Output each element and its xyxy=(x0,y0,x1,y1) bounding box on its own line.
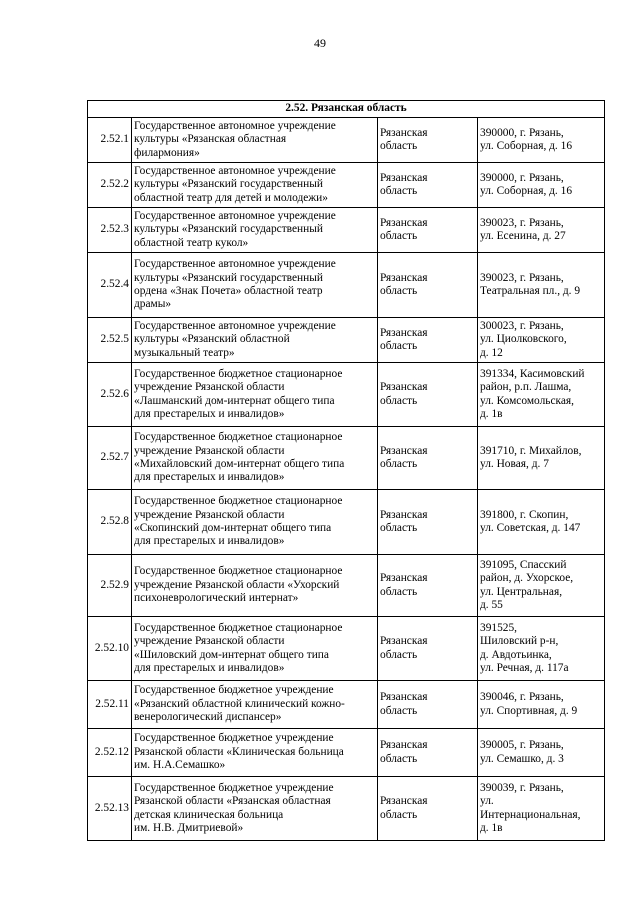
institution-name-line: Государственное автономное учреждение xyxy=(134,119,336,132)
institution-name xyxy=(132,490,378,555)
institution-name-line: венерологический диспансер» xyxy=(134,711,282,724)
address-line: ул. Центральная, xyxy=(480,585,563,598)
address-line: 390005, г. Рязань, xyxy=(480,739,564,752)
institution-name-line: учреждение Рязанской области xyxy=(134,635,285,648)
page-number: 49 xyxy=(314,36,326,50)
address xyxy=(478,555,605,617)
region xyxy=(378,208,478,253)
region xyxy=(378,490,478,555)
institution-name-line: культуры «Рязанский государственный xyxy=(134,178,323,191)
region-line: область xyxy=(380,230,418,242)
table-row xyxy=(88,363,605,427)
section-header-row xyxy=(88,101,605,118)
institution-name-line: Рязанской области «Клиническая больница xyxy=(134,745,344,758)
address xyxy=(478,208,605,253)
address xyxy=(478,163,605,208)
region xyxy=(378,777,478,841)
address-line: ул. Семашко, д. 3 xyxy=(480,752,564,765)
institution-name xyxy=(132,777,378,841)
institution-name-line: Государственное бюджетное стационарное xyxy=(134,621,343,634)
address-line: 300023, г. Рязань, xyxy=(480,319,564,332)
table-row xyxy=(88,681,605,729)
region-line: область xyxy=(380,340,418,352)
address-line: д. 12 xyxy=(480,346,503,359)
region-line: Рязанская xyxy=(380,444,428,457)
institution-name xyxy=(132,208,378,253)
region-line: область xyxy=(380,808,418,821)
address xyxy=(478,729,605,777)
address xyxy=(478,318,605,363)
region-line: Рязанская xyxy=(380,381,428,394)
institution-name-line: «Шиловский дом-интернат общего типа xyxy=(134,648,329,661)
address-line: д. Авдотьинка, xyxy=(480,648,552,661)
address-line: ул. Новая, д. 7 xyxy=(480,458,549,470)
address-line: ул. Спортивная, д. 9 xyxy=(480,704,578,717)
region-line: Рязанская xyxy=(380,572,428,585)
table-row xyxy=(88,729,605,777)
address-line: район, д. Ухорское, xyxy=(480,572,574,585)
table-row xyxy=(88,118,605,163)
region-line: область xyxy=(380,185,418,197)
region xyxy=(378,729,478,777)
region-line: Рязанская xyxy=(380,739,428,752)
region xyxy=(378,163,478,208)
table-row xyxy=(88,427,605,490)
address xyxy=(478,253,605,318)
address xyxy=(478,777,605,841)
region xyxy=(378,253,478,318)
row-number: 2.52.4 xyxy=(88,253,132,318)
institution-name-line: для престарелых и инвалидов» xyxy=(134,471,285,484)
address-line: д. 1в xyxy=(480,407,503,420)
address xyxy=(478,681,605,729)
institution-name-line: Государственное автономное учреждение xyxy=(134,209,336,222)
region xyxy=(378,427,478,490)
region-line: область xyxy=(380,140,418,152)
institution-name xyxy=(132,253,378,318)
institution-name xyxy=(132,555,378,617)
region-line: область xyxy=(380,585,418,598)
institution-name-line: культуры «Рязанский областной xyxy=(134,333,290,346)
address-line: ул. Советская, д. 147 xyxy=(480,522,581,534)
address-line: д. 1в xyxy=(480,821,503,834)
institution-name-line: им. Н.А.Семашко» xyxy=(134,759,226,772)
institution-name-line: филармония» xyxy=(134,146,200,159)
institution-name-line: Государственное бюджетное стационарное xyxy=(134,367,343,380)
address-line: 391525, xyxy=(480,621,518,634)
address-line: 390000, г. Рязань, xyxy=(480,171,564,184)
institution-name-line: областной театр для детей и молодежи» xyxy=(134,191,328,204)
institution-name xyxy=(132,118,378,163)
address-line: 390023, г. Рязань, xyxy=(480,271,564,284)
table-row xyxy=(88,163,605,208)
row-number: 2.52.11 xyxy=(88,681,132,729)
row-number: 2.52.13 xyxy=(88,777,132,841)
row-number: 2.52.9 xyxy=(88,555,132,617)
address-line: район, р.п. Лашма, xyxy=(480,381,572,394)
address xyxy=(478,427,605,490)
region xyxy=(378,555,478,617)
address xyxy=(478,490,605,555)
institution-name-line: учреждение Рязанской области xyxy=(134,444,285,457)
institution-name-line: Государственное автономное учреждение xyxy=(134,258,336,271)
row-number: 2.52.2 xyxy=(88,163,132,208)
address xyxy=(478,363,605,427)
table-row xyxy=(88,490,605,555)
row-number: 2.52.12 xyxy=(88,729,132,777)
region-line: область xyxy=(380,522,418,534)
address-line: 391710, г. Михайлов, xyxy=(480,444,582,457)
institution-name-line: Государственное бюджетное стационарное xyxy=(134,431,343,444)
address xyxy=(478,118,605,163)
institution-name-line: Государственное бюджетное учреждение xyxy=(134,781,334,794)
region xyxy=(378,318,478,363)
row-number: 2.52.1 xyxy=(88,118,132,163)
region-line: Рязанская xyxy=(380,171,428,184)
institution-name-line: учреждение Рязанской области xyxy=(134,508,285,521)
institution-name-line: культуры «Рязанский государственный xyxy=(134,271,323,284)
address xyxy=(478,617,605,681)
institution-name-line: для престарелых и инвалидов» xyxy=(134,407,285,420)
institution-name xyxy=(132,681,378,729)
institution-name-line: учреждение Рязанской области xyxy=(134,381,285,394)
address-line: 390023, г. Рязань, xyxy=(480,216,564,229)
address-line: 390046, г. Рязань, xyxy=(480,691,564,704)
address-line: 390000, г. Рязань, xyxy=(480,126,564,139)
address-line: Театральная пл., д. 9 xyxy=(480,285,581,297)
institution-name-line: «Рязанский областной клинический кожно- xyxy=(134,697,345,710)
region xyxy=(378,363,478,427)
region-line: Рязанская xyxy=(380,508,428,521)
institution-name xyxy=(132,427,378,490)
region-line: область xyxy=(380,752,418,765)
institution-name-line: Государственное автономное учреждение xyxy=(134,164,336,177)
region-line: Рязанская xyxy=(380,126,428,139)
region-line: Рязанская xyxy=(380,635,428,648)
institution-name-line: психоневрологический интернат» xyxy=(134,592,299,605)
table-row xyxy=(88,777,605,841)
region-line: Рязанская xyxy=(380,216,428,229)
address-line: 391800, г. Скопин, xyxy=(480,508,569,521)
address-line: 391334, Касимовский xyxy=(480,367,585,380)
institution-name-line: Государственное бюджетное стационарное xyxy=(134,565,343,578)
row-number: 2.52.3 xyxy=(88,208,132,253)
address-line: ул. Речная, д. 117а xyxy=(480,661,569,674)
institution-name xyxy=(132,617,378,681)
section-title: 2.52. Рязанская область xyxy=(88,101,605,118)
institution-name-line: для престарелых и инвалидов» xyxy=(134,535,285,548)
table-row xyxy=(88,617,605,681)
address-line: ул. Комсомольская, xyxy=(480,394,575,407)
institution-name-line: Государственное бюджетное учреждение xyxy=(134,684,334,697)
table-row xyxy=(88,208,605,253)
institution-name-line: «Скопинский дом-интернат общего типа xyxy=(134,522,332,534)
institution-name-line: музыкальный театр» xyxy=(134,346,235,359)
institution-name-line: Государственное бюджетное стационарное xyxy=(134,495,343,508)
address-line: ул. Соборная, д. 16 xyxy=(480,185,573,197)
institution-name-line: Государственное бюджетное учреждение xyxy=(134,732,334,745)
institution-name-line: «Лашманский дом-интернат общего типа xyxy=(134,394,335,407)
institution-name-line: ордена «Знак Почета» областной театр xyxy=(134,285,323,297)
institution-name-line: культуры «Рязанская областная xyxy=(134,133,287,146)
row-number: 2.52.6 xyxy=(88,363,132,427)
address-line: ул. xyxy=(480,795,494,808)
region xyxy=(378,118,478,163)
region-line: область xyxy=(380,648,418,661)
region xyxy=(378,617,478,681)
row-number: 2.52.7 xyxy=(88,427,132,490)
institution-name-line: культуры «Рязанский государственный xyxy=(134,223,323,236)
address-line: Шиловский р-н, xyxy=(480,635,559,648)
institution-name-line: детская клиническая больница xyxy=(134,808,284,821)
address-line: Интернациональная, xyxy=(480,808,581,821)
institution-name xyxy=(132,363,378,427)
address-line: 390039, г. Рязань, xyxy=(480,781,564,794)
address-line: ул. Есенина, д. 27 xyxy=(480,230,566,242)
row-number: 2.52.5 xyxy=(88,318,132,363)
region-line: область xyxy=(380,285,418,297)
institution-name-line: им. Н.В. Дмитриевой» xyxy=(134,821,244,834)
address-line: ул. Циолковского, xyxy=(480,333,567,346)
row-number: 2.52.8 xyxy=(88,490,132,555)
address-line: 391095, Спасский xyxy=(480,558,567,571)
region-line: Рязанская xyxy=(380,271,428,284)
institution-name xyxy=(132,318,378,363)
table-row xyxy=(88,555,605,617)
table-row xyxy=(88,318,605,363)
region-line: область xyxy=(380,458,418,470)
region-line: область xyxy=(380,704,418,717)
region-line: Рязанская xyxy=(380,795,428,808)
institution-name-line: Рязанской области «Рязанская областная xyxy=(134,795,331,808)
institution-name-line: «Михайловский дом-интернат общего типа xyxy=(134,458,345,470)
region-line: Рязанская xyxy=(380,326,428,339)
address-line: ул. Соборная, д. 16 xyxy=(480,140,573,152)
institution-name-line: для престарелых и инвалидов» xyxy=(134,661,285,674)
row-number: 2.52.10 xyxy=(88,617,132,681)
address-line: д. 55 xyxy=(480,598,503,611)
region-line: Рязанская xyxy=(380,691,428,704)
institution-name-line: драмы» xyxy=(134,298,172,311)
institution-name-line: Государственное автономное учреждение xyxy=(134,319,336,332)
region xyxy=(378,681,478,729)
institution-name-line: областной театр кукол» xyxy=(134,236,249,249)
institution-name-line: учреждение Рязанской области «Ухорский xyxy=(134,578,340,591)
institution-name xyxy=(132,729,378,777)
institutions-table xyxy=(87,100,605,841)
region-line: область xyxy=(380,394,418,407)
table-row xyxy=(88,253,605,318)
institution-name xyxy=(132,163,378,208)
